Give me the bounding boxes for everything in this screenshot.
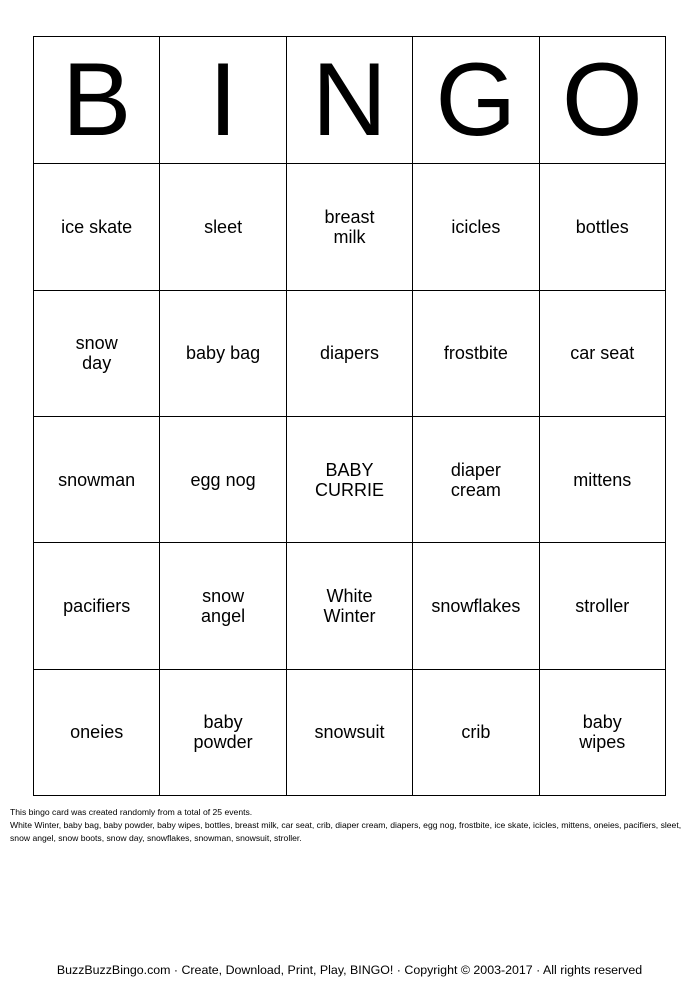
bingo-cell xyxy=(413,290,539,416)
page-footer: BuzzBuzzBingo.com · Create, Download, Print, Play, BINGO! · Copyright © 2003-2017 · All rights reserved xyxy=(56,963,643,977)
cell-text: stroller xyxy=(575,595,630,616)
bingo-cell xyxy=(160,290,286,416)
bingo-cell xyxy=(34,164,160,290)
bingo-cell xyxy=(160,164,286,290)
bingo-cell xyxy=(286,669,412,795)
cell-text: ice skate xyxy=(61,216,133,237)
cell-text: snow day xyxy=(75,333,118,374)
cell-text: mittens xyxy=(573,469,632,490)
bingo-row xyxy=(34,290,666,416)
bingo-cell xyxy=(160,416,286,542)
cell-text: egg nog xyxy=(190,469,256,490)
cell-text: diaper cream xyxy=(450,459,501,500)
cell-text: oneies xyxy=(70,722,124,743)
cell-text: diapers xyxy=(319,343,379,364)
bingo-cell xyxy=(34,290,160,416)
cell-text: icicles xyxy=(451,216,501,237)
bingo-cell xyxy=(286,543,412,669)
bingo-cell xyxy=(286,416,412,542)
bingo-cell xyxy=(286,164,412,290)
bingo-cell xyxy=(413,164,539,290)
bingo-card xyxy=(33,36,666,796)
bingo-cell xyxy=(413,543,539,669)
bingo-row xyxy=(34,416,666,542)
cell-text: baby wipes xyxy=(579,712,626,753)
header-letter-i: I xyxy=(160,37,286,164)
header-letter-b: B xyxy=(34,37,160,164)
cell-text: sleet xyxy=(204,216,243,237)
card-footnote xyxy=(10,806,690,845)
header-letter-n: N xyxy=(286,37,412,164)
cell-text: car seat xyxy=(570,343,635,364)
cell-text: crib xyxy=(461,722,491,743)
bingo-cell xyxy=(34,416,160,542)
cell-text: snow angel xyxy=(201,585,246,626)
cell-text: frostbite xyxy=(443,343,508,364)
cell-text: snowman xyxy=(58,469,136,490)
bingo-cell xyxy=(539,416,665,542)
cell-text: pacifiers xyxy=(63,595,131,616)
bingo-cell xyxy=(539,543,665,669)
bingo-cell xyxy=(539,164,665,290)
cell-text: baby bag xyxy=(186,343,261,364)
bingo-row xyxy=(34,543,666,669)
bingo-cell xyxy=(413,416,539,542)
bingo-cell xyxy=(160,543,286,669)
bingo-cell xyxy=(34,669,160,795)
cell-text: BABY CURRIE xyxy=(314,459,384,500)
bingo-header-row xyxy=(34,37,666,164)
cell-text: baby powder xyxy=(193,712,253,753)
footnote-summary: This bingo card was created randomly from a total of 25 events. xyxy=(10,807,253,817)
cell-text: White Winter xyxy=(323,585,376,626)
cell-text: breast milk xyxy=(324,206,375,247)
bingo-row xyxy=(34,164,666,290)
bingo-cell xyxy=(160,669,286,795)
header-letter-g: G xyxy=(413,37,539,164)
bingo-row xyxy=(34,669,666,795)
bingo-cell xyxy=(286,290,412,416)
cell-text: snowflakes xyxy=(431,595,521,616)
cell-text: bottles xyxy=(575,216,629,237)
bingo-cell xyxy=(539,290,665,416)
bingo-cell xyxy=(413,669,539,795)
footnote-event-list: White Winter, baby bag, baby powder, baby wipes, bottles, breast milk, car seat, crib, diaper cream, diapers, egg nog, frostbite, ice skate, icicles, mittens, oneies, pacifiers, sleet, snow angel, snow boots, snow day, snowflakes, snowman, snowsuit, stroller. xyxy=(10,820,682,843)
cell-text: snowsuit xyxy=(314,722,385,743)
bingo-cell xyxy=(34,543,160,669)
bingo-cell xyxy=(539,669,665,795)
header-letter-o: O xyxy=(539,37,665,164)
